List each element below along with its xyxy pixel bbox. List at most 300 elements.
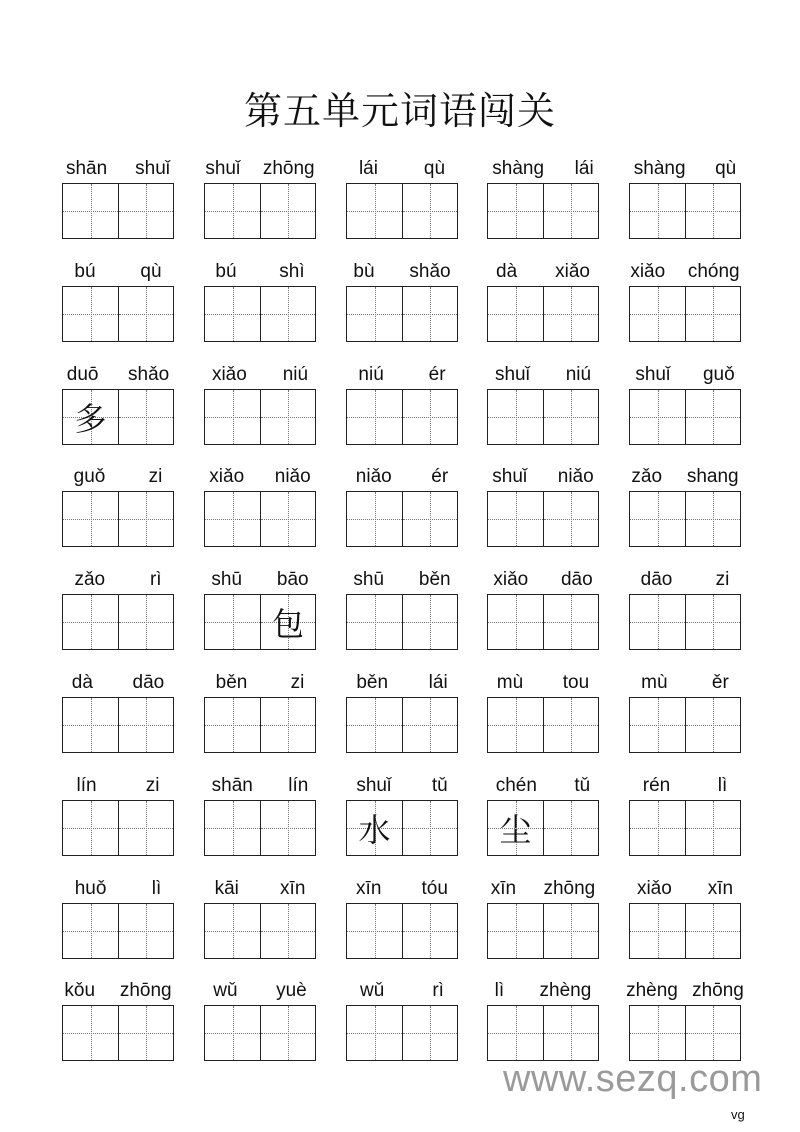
tianzige-box (346, 800, 458, 856)
tianzige-box (62, 1005, 174, 1061)
tianzige-box (204, 286, 316, 342)
tianzige-box (487, 183, 599, 239)
writing-cell[interactable] (118, 904, 173, 958)
pinyin-syllable: tóu (421, 878, 448, 899)
tianzige-box (346, 697, 458, 753)
pinyin-syllable: ér (431, 466, 449, 487)
pinyin-syllable: shū (211, 569, 243, 590)
tianzige-box (629, 183, 741, 239)
pinyin-syllable: bāo (276, 569, 309, 590)
word-item (629, 458, 741, 550)
writing-cell[interactable] (402, 1006, 457, 1060)
writing-cell[interactable] (63, 287, 118, 341)
word-item (346, 870, 458, 962)
hanzi-character (63, 595, 118, 649)
hanzi-character (261, 184, 315, 238)
word-item (62, 767, 174, 859)
writing-cell[interactable] (402, 698, 457, 752)
pinyin-syllable: zhōng (692, 980, 744, 1001)
tianzige-box (629, 389, 741, 445)
writing-cell[interactable] (402, 492, 457, 546)
writing-cell[interactable] (685, 801, 740, 855)
tianzige-box (204, 389, 316, 445)
hanzi-character (630, 801, 685, 855)
writing-cell[interactable] (543, 595, 598, 649)
pinyin-label (52, 356, 184, 386)
writing-cell[interactable] (260, 904, 315, 958)
hanzi-character (261, 801, 315, 855)
pinyin-label (619, 561, 751, 591)
writing-cell[interactable] (543, 801, 598, 855)
word-item (487, 664, 599, 756)
word-item (204, 356, 316, 448)
word-item (62, 870, 174, 962)
writing-cell[interactable] (630, 492, 685, 546)
tianzige-box (629, 1005, 741, 1061)
hanzi-character (488, 1006, 543, 1060)
writing-cell[interactable] (488, 595, 543, 649)
word-item (204, 150, 316, 242)
writing-cell[interactable] (685, 698, 740, 752)
hanzi-character (205, 390, 260, 444)
hanzi-character (205, 287, 260, 341)
writing-cell[interactable] (63, 184, 118, 238)
writing-cell[interactable] (347, 801, 402, 855)
word-item (487, 972, 599, 1064)
pinyin-syllable: duō (66, 364, 99, 385)
writing-cell[interactable] (630, 698, 685, 752)
writing-cell[interactable] (260, 184, 315, 238)
pinyin-label (194, 664, 326, 694)
pinyin-syllable: xiǎo (209, 466, 245, 487)
writing-cell[interactable] (543, 287, 598, 341)
pinyin-syllable: huǒ (74, 878, 107, 899)
pinyin-syllable: xiǎo (630, 261, 666, 282)
tianzige-box (487, 286, 599, 342)
writing-cell[interactable] (488, 492, 543, 546)
hanzi-character (205, 1006, 260, 1060)
writing-cell[interactable] (63, 595, 118, 649)
writing-cell[interactable] (205, 904, 260, 958)
writing-cell[interactable] (260, 698, 315, 752)
pinyin-label (336, 253, 468, 283)
writing-cell[interactable] (685, 492, 740, 546)
hanzi-character (347, 904, 402, 958)
pinyin-syllable: qù (715, 158, 737, 179)
writing-cell[interactable] (630, 287, 685, 341)
writing-cell[interactable] (488, 904, 543, 958)
hanzi-character (205, 801, 260, 855)
hanzi-character (544, 904, 598, 958)
tianzige-box (346, 183, 458, 239)
pinyin-syllable: niǎo (557, 466, 594, 487)
hanzi-character (205, 904, 260, 958)
hanzi-character (347, 595, 402, 649)
pinyin-label (336, 767, 468, 797)
hanzi-character (63, 1006, 118, 1060)
hanzi-character (686, 184, 740, 238)
pinyin-syllable: chén (495, 775, 537, 796)
writing-cell[interactable] (630, 801, 685, 855)
hanzi-character (544, 184, 598, 238)
hanzi-character (686, 698, 740, 752)
writing-cell[interactable] (685, 904, 740, 958)
writing-cell[interactable] (402, 184, 457, 238)
pinyin-syllable: bù (353, 261, 375, 282)
writing-cell[interactable] (543, 904, 598, 958)
writing-cell[interactable] (488, 184, 543, 238)
writing-cell[interactable] (260, 801, 315, 855)
pinyin-syllable: běn (418, 569, 451, 590)
pinyin-label (477, 458, 609, 488)
hanzi-character: 包 (271, 605, 304, 643)
pinyin-label (52, 767, 184, 797)
pinyin-syllable: shàng (492, 158, 545, 179)
hanzi-character (205, 698, 260, 752)
hanzi-character (630, 595, 685, 649)
writing-cell[interactable] (402, 287, 457, 341)
writing-cell[interactable] (118, 184, 173, 238)
tianzige-box (346, 286, 458, 342)
pinyin-syllable: kǒu (64, 980, 96, 1001)
hanzi-character (544, 595, 598, 649)
writing-cell[interactable] (630, 595, 685, 649)
hanzi-character (686, 492, 740, 546)
pinyin-syllable: zǎo (74, 569, 106, 590)
writing-cell[interactable] (63, 904, 118, 958)
tianzige-box (487, 697, 599, 753)
writing-cell[interactable] (347, 1006, 402, 1060)
pinyin-syllable: zhōng (119, 980, 172, 1001)
hanzi-character (63, 904, 118, 958)
pinyin-label (52, 458, 184, 488)
writing-cell[interactable] (347, 595, 402, 649)
word-item (487, 356, 599, 448)
writing-cell[interactable] (260, 287, 315, 341)
pinyin-syllable: zi (290, 672, 305, 693)
pinyin-label (619, 972, 751, 1002)
hanzi-character (488, 287, 543, 341)
word-item (626, 972, 744, 1064)
pinyin-syllable: xīn (280, 878, 306, 899)
pinyin-syllable: tou (562, 672, 590, 693)
pinyin-syllable: niú (358, 364, 384, 385)
hanzi-character (488, 390, 543, 444)
tianzige-box (629, 800, 741, 856)
word-item (62, 253, 174, 345)
hanzi-character (686, 904, 740, 958)
pinyin-label (619, 870, 751, 900)
writing-cell[interactable] (118, 595, 173, 649)
writing-cell[interactable] (205, 1006, 260, 1060)
writing-cell[interactable] (205, 595, 260, 649)
writing-cell[interactable] (260, 595, 315, 649)
writing-cell[interactable] (260, 492, 315, 546)
pinyin-label (477, 253, 609, 283)
writing-cell[interactable] (630, 184, 685, 238)
writing-cell[interactable] (205, 390, 260, 444)
pinyin-syllable: xīn (356, 878, 382, 899)
hanzi-character (630, 904, 685, 958)
writing-cell[interactable] (488, 801, 543, 855)
writing-cell[interactable] (63, 1006, 118, 1060)
hanzi-character (119, 492, 173, 546)
pinyin-syllable: dāo (560, 569, 593, 590)
writing-cell[interactable] (488, 1006, 543, 1060)
hanzi-character (119, 287, 173, 341)
hanzi-character (488, 492, 543, 546)
pinyin-label (194, 561, 326, 591)
hanzi-character (347, 390, 402, 444)
word-item (629, 356, 741, 448)
writing-cell[interactable] (543, 1006, 598, 1060)
hanzi-character (403, 698, 457, 752)
pinyin-label (477, 767, 609, 797)
writing-cell[interactable] (543, 698, 598, 752)
word-item (62, 458, 174, 550)
tianzige-box (204, 903, 316, 959)
tianzige-box (204, 800, 316, 856)
writing-cell[interactable] (685, 287, 740, 341)
pinyin-syllable: shuǐ (494, 364, 530, 385)
writing-cell[interactable] (118, 1006, 173, 1060)
writing-cell[interactable] (402, 390, 457, 444)
word-item (346, 150, 458, 242)
hanzi-character (119, 698, 173, 752)
pinyin-syllable: qù (423, 158, 446, 179)
writing-cell[interactable] (402, 801, 457, 855)
writing-cell[interactable] (63, 492, 118, 546)
writing-cell[interactable] (205, 184, 260, 238)
writing-cell[interactable] (205, 492, 260, 546)
pinyin-syllable: běn (356, 672, 389, 693)
pinyin-label (336, 561, 468, 591)
tianzige-box (62, 286, 174, 342)
pinyin-label (52, 561, 184, 591)
hanzi-character (347, 492, 402, 546)
word-item (487, 767, 599, 859)
pinyin-syllable: wǔ (360, 980, 385, 1001)
pinyin-syllable: niú (565, 364, 592, 385)
pinyin-label (194, 972, 326, 1002)
pinyin-label (619, 664, 751, 694)
hanzi-character (403, 390, 457, 444)
pinyin-label (194, 870, 326, 900)
word-item (204, 561, 316, 653)
hanzi-character (205, 492, 260, 546)
writing-cell[interactable] (260, 1006, 315, 1060)
writing-cell[interactable] (630, 904, 685, 958)
pinyin-label (477, 150, 609, 180)
tianzige-box (204, 594, 316, 650)
tianzige-box (487, 903, 599, 959)
writing-cell[interactable] (543, 390, 598, 444)
pinyin-label (194, 458, 326, 488)
pinyin-syllable: niǎo (355, 466, 392, 487)
hanzi-character (403, 492, 457, 546)
hanzi-character (544, 698, 598, 752)
pinyin-label (194, 356, 326, 386)
word-item (346, 356, 458, 448)
pinyin-label (477, 870, 609, 900)
hanzi-character (63, 184, 118, 238)
pinyin-syllable: shàng (633, 158, 686, 179)
hanzi-character (261, 492, 315, 546)
writing-cell[interactable] (347, 390, 402, 444)
hanzi-character (261, 1006, 315, 1060)
writing-cell[interactable] (205, 801, 260, 855)
hanzi-character (403, 904, 457, 958)
hanzi-character (261, 698, 315, 752)
pinyin-label (52, 253, 184, 283)
word-item (487, 561, 599, 653)
pinyin-syllable: chóng (687, 261, 740, 282)
hanzi-character (686, 1006, 740, 1060)
pinyin-syllable: lín (288, 775, 309, 796)
tianzige-box (204, 183, 316, 239)
pinyin-syllable: shuǐ (635, 364, 671, 385)
pinyin-label (336, 870, 468, 900)
hanzi-character (630, 1006, 685, 1060)
pinyin-syllable: rì (432, 980, 444, 1001)
pinyin-syllable: qù (140, 261, 162, 282)
hanzi-character (261, 390, 315, 444)
pinyin-label (477, 972, 609, 1002)
writing-cell[interactable] (402, 595, 457, 649)
writing-cell[interactable] (260, 390, 315, 444)
word-item (62, 972, 174, 1064)
pinyin-label (194, 253, 326, 283)
tianzige-box (487, 594, 599, 650)
hanzi-character (544, 1006, 598, 1060)
pinyin-syllable: dà (496, 261, 518, 282)
word-item (487, 150, 599, 242)
hanzi-character (261, 287, 315, 341)
pinyin-syllable: xiǎo (211, 364, 247, 385)
writing-cell[interactable] (118, 287, 173, 341)
hanzi-character (119, 1006, 173, 1060)
hanzi-character (403, 801, 457, 855)
writing-cell[interactable] (543, 492, 598, 546)
writing-cell[interactable] (205, 287, 260, 341)
page-mark: vg (731, 1107, 745, 1122)
pinyin-syllable: tǔ (431, 775, 448, 796)
hanzi-character (544, 287, 598, 341)
pinyin-label (52, 870, 184, 900)
word-item (346, 664, 458, 756)
hanzi-character (119, 390, 173, 444)
writing-cell[interactable] (685, 184, 740, 238)
writing-cell[interactable] (347, 287, 402, 341)
pinyin-syllable: zhèng (539, 980, 592, 1001)
hanzi-character (488, 184, 543, 238)
pinyin-label (336, 972, 468, 1002)
pinyin-syllable: bú (215, 261, 237, 282)
writing-cell[interactable] (205, 698, 260, 752)
writing-cell[interactable] (347, 698, 402, 752)
pinyin-label (194, 150, 326, 180)
pinyin-label (336, 150, 468, 180)
word-item (204, 972, 316, 1064)
pinyin-syllable: tǔ (574, 775, 591, 796)
word-item (346, 458, 458, 550)
writing-cell[interactable] (630, 390, 685, 444)
hanzi-character (488, 904, 543, 958)
writing-cell[interactable] (685, 595, 740, 649)
writing-cell[interactable] (347, 184, 402, 238)
word-item (62, 356, 174, 448)
hanzi-character (686, 390, 740, 444)
pinyin-syllable: wǔ (213, 980, 238, 1001)
writing-cell[interactable] (402, 904, 457, 958)
pinyin-label (194, 767, 326, 797)
pinyin-label (619, 767, 751, 797)
writing-cell[interactable] (347, 492, 402, 546)
tianzige-box (204, 1005, 316, 1061)
writing-cell[interactable] (63, 801, 118, 855)
writing-cell[interactable] (63, 698, 118, 752)
tianzige-box (62, 697, 174, 753)
pinyin-syllable: shuǐ (135, 158, 171, 179)
word-item (62, 664, 174, 756)
hanzi-character (205, 595, 260, 649)
writing-cell[interactable] (63, 390, 118, 444)
writing-cell[interactable] (488, 390, 543, 444)
pinyin-syllable: zhōng (262, 158, 315, 179)
hanzi-character (63, 287, 118, 341)
pinyin-syllable: bú (74, 261, 96, 282)
hanzi-character (261, 904, 315, 958)
writing-cell[interactable] (118, 390, 173, 444)
tianzige-box (487, 491, 599, 547)
word-item (346, 767, 458, 859)
pinyin-syllable: dāo (132, 672, 165, 693)
pinyin-syllable: guǒ (702, 364, 735, 385)
writing-cell[interactable] (347, 904, 402, 958)
hanzi-character: 水 (358, 811, 391, 849)
pinyin-syllable: rén (642, 775, 671, 796)
hanzi-character (119, 801, 173, 855)
writing-cell[interactable] (543, 184, 598, 238)
tianzige-box (629, 286, 741, 342)
writing-cell[interactable] (118, 698, 173, 752)
tianzige-box (346, 491, 458, 547)
writing-cell[interactable] (488, 698, 543, 752)
pinyin-syllable: lín (76, 775, 97, 796)
writing-cell[interactable] (685, 1006, 740, 1060)
watermark: www.sezq.com (503, 1058, 763, 1100)
writing-cell[interactable] (685, 390, 740, 444)
pinyin-label (336, 356, 468, 386)
writing-cell[interactable] (118, 492, 173, 546)
hanzi-character (347, 698, 402, 752)
hanzi-character (347, 1006, 402, 1060)
pinyin-syllable: zi (715, 569, 730, 590)
pinyin-syllable: zhèng (626, 980, 678, 1001)
writing-cell[interactable] (118, 801, 173, 855)
tianzige-box (62, 800, 174, 856)
hanzi-character (403, 1006, 457, 1060)
writing-cell[interactable] (630, 1006, 685, 1060)
pinyin-label (52, 664, 184, 694)
pinyin-syllable: shuǐ (492, 466, 528, 487)
pinyin-syllable: xīn (490, 878, 517, 899)
hanzi-character (544, 390, 598, 444)
word-item (204, 767, 316, 859)
writing-cell[interactable] (488, 287, 543, 341)
pinyin-syllable: lì (494, 980, 505, 1001)
pinyin-syllable: guǒ (73, 466, 106, 487)
